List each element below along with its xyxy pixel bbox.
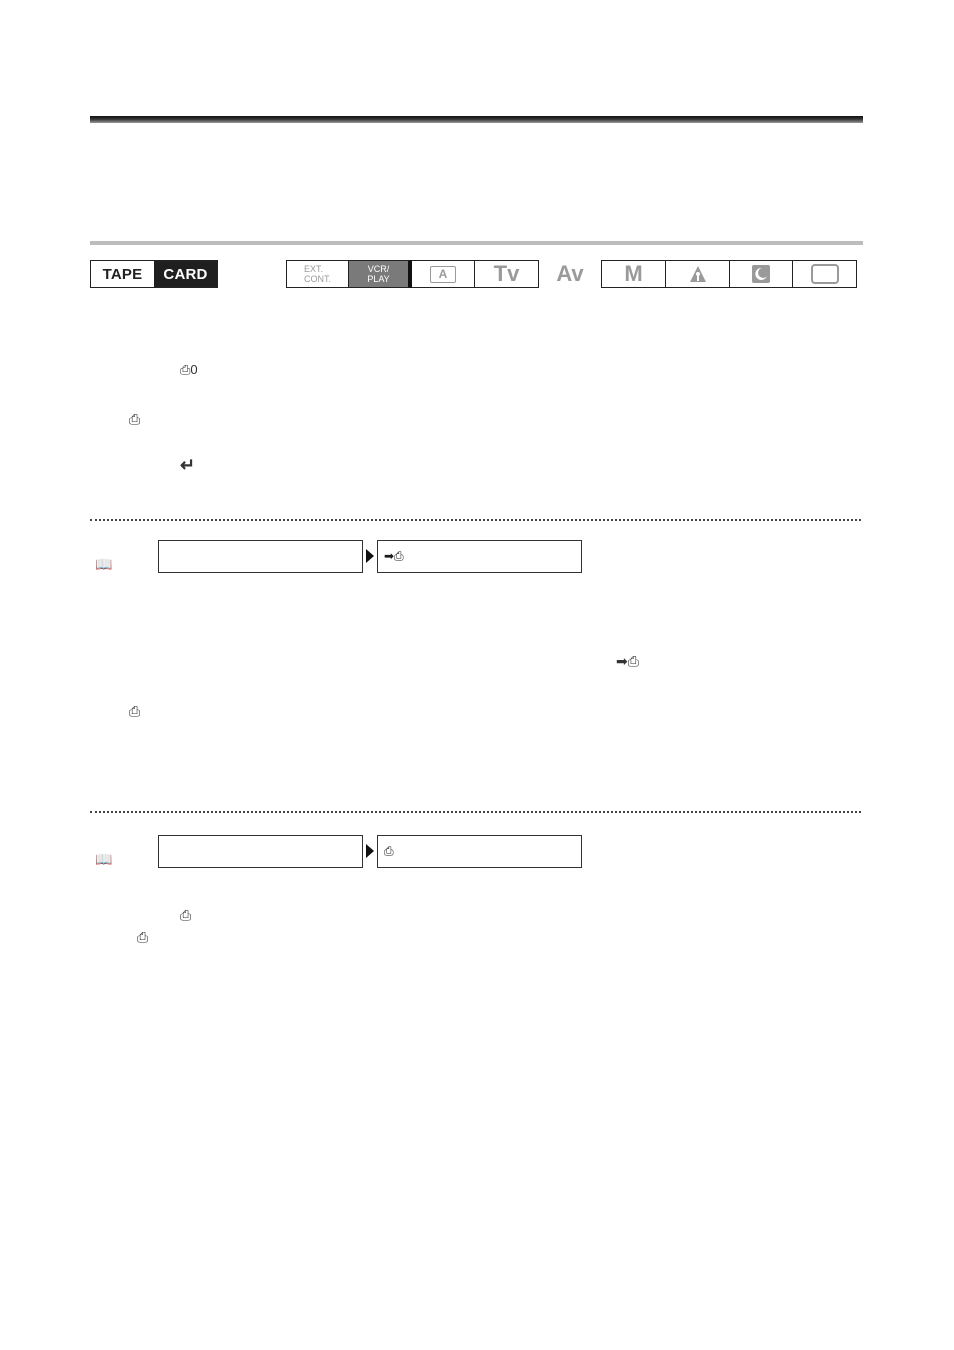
- print-icon-4: ⎙: [137, 929, 149, 945]
- menu-path-box-left: [158, 540, 363, 573]
- mode-ext-cont: [286, 260, 349, 288]
- portrait-mode-icon: [689, 265, 707, 283]
- book-icon: 📖: [95, 556, 113, 572]
- mode-vcr-play-label: VCR/ PLAY: [367, 264, 390, 284]
- menu-path-arrow-icon: [366, 549, 374, 563]
- print-icon-2: ⎙: [129, 703, 141, 719]
- menu-path-box-left-2: [158, 835, 363, 868]
- media-selector: [90, 260, 218, 288]
- dotted-divider: [90, 519, 861, 521]
- print-icon-3: ⎙: [180, 907, 192, 923]
- auto-mode-icon: A: [430, 266, 456, 283]
- mode-av: [539, 260, 602, 288]
- custom-mode-icon: [811, 264, 839, 284]
- menu-path-arrow-icon-2: [366, 844, 374, 858]
- mode-custom: [793, 260, 857, 288]
- menu-path-right-label-2: ⎙: [384, 844, 394, 858]
- mode-vcr-play: [349, 260, 412, 288]
- dotted-divider-2: [90, 811, 861, 813]
- mode-auto: [412, 260, 475, 288]
- mode-ext-cont-label: EXT. CONT.: [304, 264, 331, 284]
- section-rule: [90, 241, 863, 245]
- mode-night: [730, 260, 793, 288]
- chapter-header-bar: [90, 116, 863, 123]
- media-tab-card: CARD: [154, 261, 217, 287]
- return-icon: ↵: [180, 455, 196, 475]
- manual-mode-label: M: [624, 261, 643, 286]
- mode-dial-strip: [286, 260, 857, 288]
- menu-path-right-label: ➡⎙: [384, 549, 404, 563]
- mode-portrait: [666, 260, 730, 288]
- menu-path-box-right: [377, 540, 582, 573]
- mode-manual: [602, 260, 666, 288]
- mode-tv: [475, 260, 539, 288]
- media-tab-tape: TAPE: [91, 261, 154, 287]
- night-mode-icon: [752, 265, 770, 283]
- menu-path-box-right-2: [377, 835, 582, 868]
- print-icon: ⎙: [129, 411, 141, 427]
- av-mode-label: Av: [556, 261, 584, 286]
- print-order-count-icon: ⎙0: [180, 362, 198, 377]
- tv-mode-label: Tv: [493, 261, 520, 286]
- book-icon-2: 📖: [95, 851, 113, 867]
- arrow-print-icon: ➡⎙: [616, 653, 639, 669]
